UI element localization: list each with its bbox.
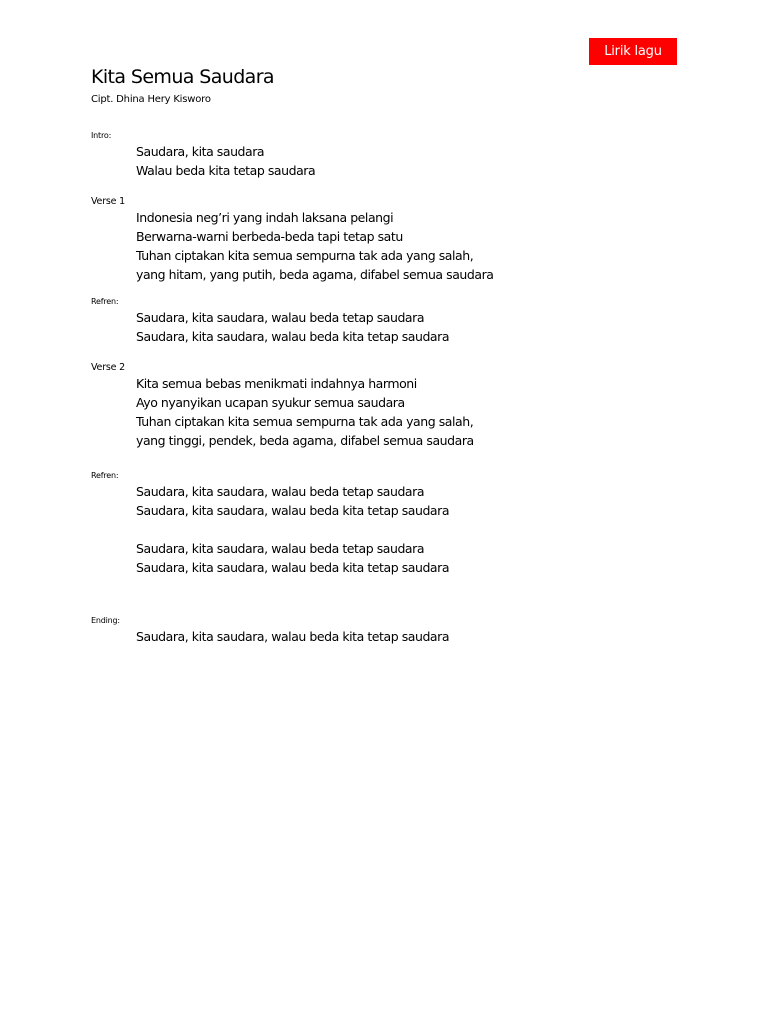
- lyric-line: Ayo nyanyikan ucapan syukur semua saudara: [136, 395, 405, 410]
- refren-2-repeat-lyrics: [136, 539, 449, 577]
- lyric-line: Saudara, kita saudara, walau beda kita tetap saudara: [136, 329, 450, 344]
- composer-credit: Cipt. Dhina Hery Kisworo: [91, 94, 211, 105]
- verse-2-lyrics: [136, 374, 474, 450]
- section-label-verse-1: Verse 1: [91, 196, 125, 207]
- lyric-line: Saudara, kita saudara, walau beda kita tetap saudara: [136, 629, 450, 644]
- intro-lyrics: [136, 142, 315, 180]
- section-label-refren: Refren:: [91, 471, 119, 480]
- lyric-line: Saudara, kita saudara: [136, 144, 265, 159]
- verse-1-lyrics: [136, 208, 494, 284]
- section-label-verse-2: Verse 2: [91, 362, 125, 373]
- section-label-ending: Ending:: [91, 616, 120, 625]
- ending-lyrics: [136, 627, 449, 646]
- section-label-intro: Intro:: [91, 131, 112, 140]
- lyric-line: Tuhan ciptakan kita semua sempurna tak ada yang salah,: [136, 414, 474, 429]
- lyric-line: Berwarna-warni berbeda-beda tapi tetap satu: [136, 229, 403, 244]
- refren-2-lyrics: [136, 482, 449, 520]
- lirik-lagu-badge[interactable]: Lirik lagu: [589, 38, 677, 65]
- song-title: Kita Semua Saudara: [91, 66, 274, 88]
- lyric-line: Kita semua bebas menikmati indahnya harmoni: [136, 376, 417, 391]
- lyric-line: yang tinggi, pendek, beda agama, difabel semua saudara: [136, 433, 474, 448]
- lyric-line: Indonesia neg’ri yang indah laksana pelangi: [136, 210, 394, 225]
- lyric-line: Saudara, kita saudara, walau beda kita tetap saudara: [136, 503, 450, 518]
- lyric-line: Saudara, kita saudara, walau beda tetap saudara: [136, 484, 425, 499]
- lyric-line: Walau beda kita tetap saudara: [136, 163, 316, 178]
- lyric-line: Saudara, kita saudara, walau beda tetap saudara: [136, 541, 425, 556]
- refren-1-lyrics: [136, 308, 449, 346]
- section-label-refren: Refren:: [91, 297, 119, 306]
- lyric-line: Saudara, kita saudara, walau beda tetap saudara: [136, 310, 425, 325]
- lyric-line: Tuhan ciptakan kita semua sempurna tak ada yang salah,: [136, 248, 474, 263]
- lyric-line: Saudara, kita saudara, walau beda kita tetap saudara: [136, 560, 450, 575]
- lyric-line: yang hitam, yang putih, beda agama, difabel semua saudara: [136, 267, 494, 282]
